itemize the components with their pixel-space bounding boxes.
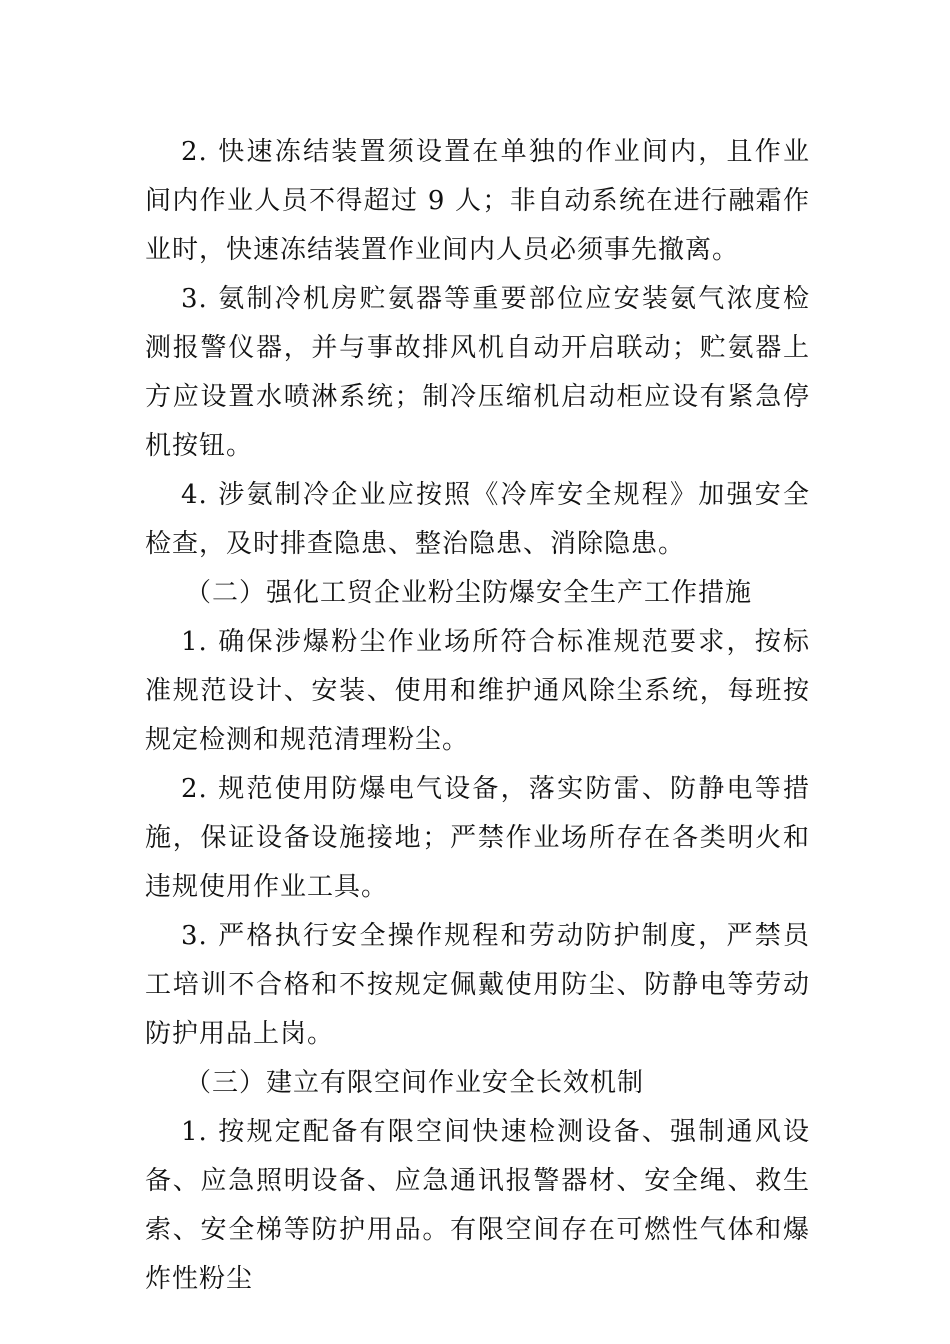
paragraph-item: 2. 快速冻结装置须设置在单独的作业间内，且作业间内作业人员不得超过 9 人；非自动系统在进行融霜作业时，快速冻结装置作业间内人员必须事先撤离。 — [145, 137, 810, 265]
paragraph-item: 3. 氨制冷机房贮氨器等重要部位应安装氨气浓度检测报警仪器，并与事故排风机自动开启联动；贮氨器上方应设置水喷淋系统；制冷压缩机启动柜应设有紧急停机按钮。 — [145, 284, 810, 461]
paragraph-item: 4. 涉氨制冷企业应按照《冷库安全规程》加强安全检查，及时排查隐患、整治隐患、消除隐患。 — [145, 480, 810, 559]
section-heading: （三）建立有限空间作业安全长效机制 — [185, 1068, 645, 1098]
section-heading: （二）强化工贸企业粉尘防爆安全生产工作措施 — [185, 578, 753, 608]
paragraph-item: 2. 规范使用防爆电气设备，落实防雷、防静电等措施，保证设备设施接地；严禁作业场所存在各类明火和违规使用作业工具。 — [145, 774, 810, 902]
paragraph-item: 1. 确保涉爆粉尘作业场所符合标准规范要求，按标准规范设计、安装、使用和维护通风除尘系统，每班按规定检测和规范清理粉尘。 — [145, 627, 810, 755]
document-body — [145, 128, 810, 1304]
paragraph-item: 1. 按规定配备有限空间快速检测设备、强制通风设备、应急照明设备、应急通讯报警器材、安全绳、救生索、安全梯等防护用品。有限空间存在可燃性气体和爆炸性粉尘 — [145, 1117, 810, 1294]
paragraph-item: 3. 严格执行安全操作规程和劳动防护制度，严禁员工培训不合格和不按规定佩戴使用防尘、防静电等劳动防护用品上岗。 — [145, 921, 810, 1049]
